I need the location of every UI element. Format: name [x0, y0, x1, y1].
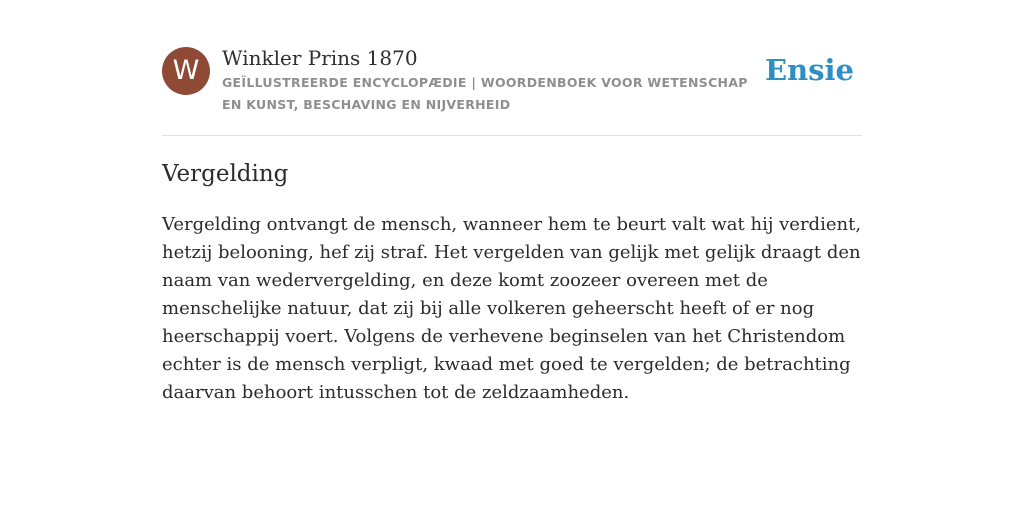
source-title[interactable]: Winkler Prins 1870 [222, 46, 418, 70]
source-header [162, 0, 862, 136]
source-info [222, 45, 752, 116]
entry-page [162, 0, 862, 403]
ensie-logo[interactable]: Ensie [765, 53, 854, 87]
source-avatar[interactable]: W [162, 47, 210, 95]
entry-title: Vergelding [162, 161, 289, 187]
source-subtitle: GEÏLLUSTREERDE ENCYCLOPÆDIE | WOORDENBOEK VOOR WETENSCHAP EN KUNST, BESCHAVING EN NIJVERHEID [222, 75, 748, 112]
entry-body: Vergelding ontvangt de mensch, wanneer hem te beurt valt wat hij verdient, hetzij belooning, hef zij straf. Het vergelden van gelijk met gelijk draagt den naam van wedervergelding, en deze komt zoozeer overeen met de menschelijke natuur, dat zij bij alle volkeren geheerscht heeft of er nog heerschappij voert. Volgens de verhevene beginselen van het Christendom echter is de mensch verpligt, kwaad met goed te vergelden; de betrachting daarvan behoort intusschen tot de zeldzaamheden. [162, 214, 862, 403]
